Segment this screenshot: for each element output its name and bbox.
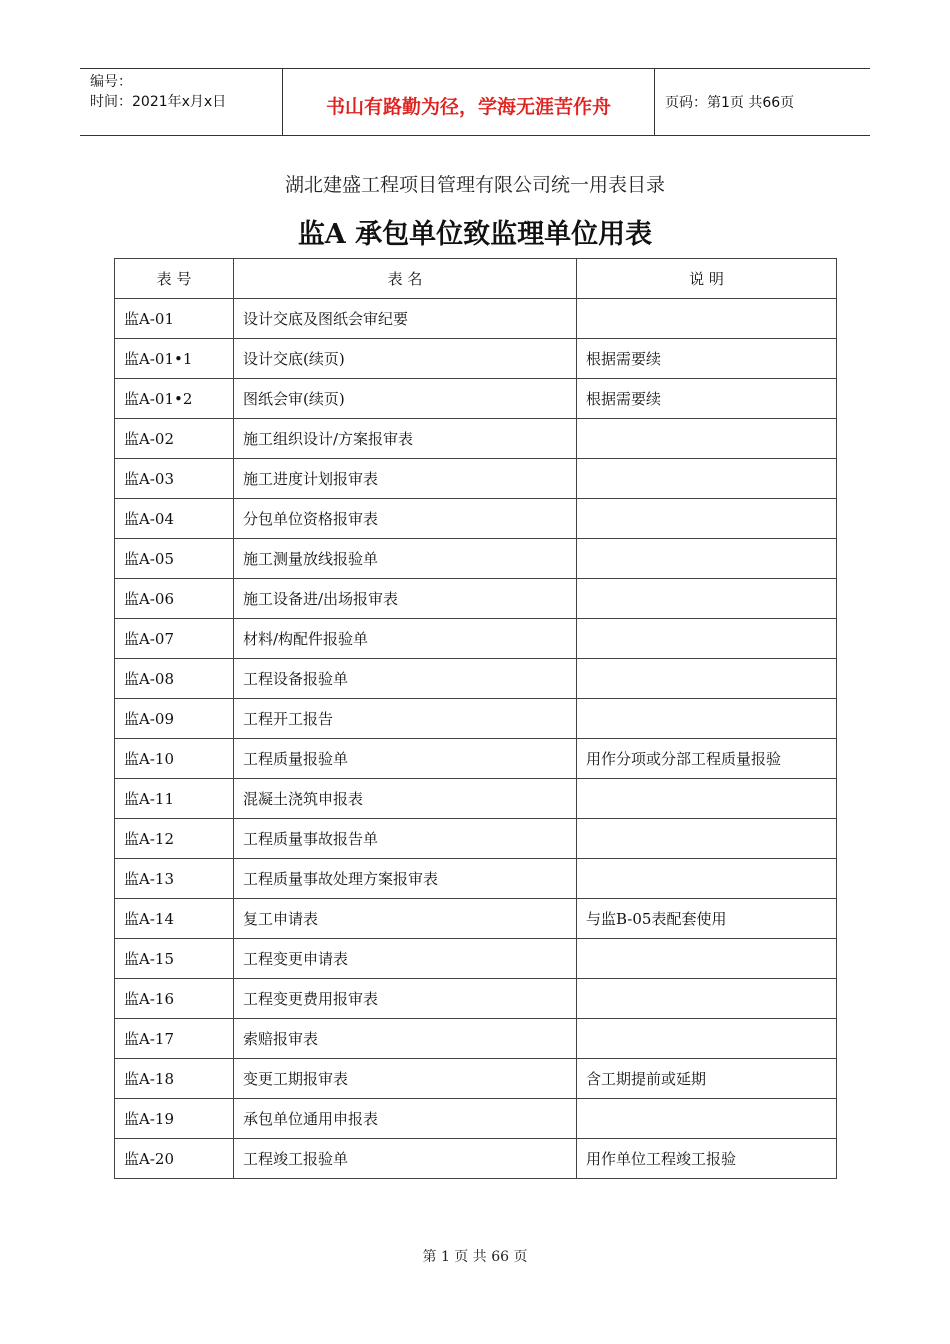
cell-form-name: 工程竣工报验单 [234, 1139, 577, 1179]
cell-form-code: 监A-02 [115, 419, 234, 459]
cell-form-code: 监A-18 [115, 1059, 234, 1099]
cell-form-code: 监A-01•2 [115, 379, 234, 419]
column-header-note: 说 明 [577, 259, 837, 299]
company-title: 湖北建盛工程项目管理有限公司统一用表目录 [284, 174, 665, 196]
cell-form-name: 变更工期报审表 [234, 1059, 577, 1099]
cell-form-note [577, 819, 837, 859]
cell-form-code: 监A-19 [115, 1099, 234, 1139]
cell-form-name: 设计交底及图纸会审纪要 [234, 299, 577, 339]
cell-form-note: 用作分项或分部工程质量报验 [577, 739, 837, 779]
cell-form-name: 施工设备进/出场报审表 [234, 579, 577, 619]
table-row [115, 819, 837, 859]
column-header-code: 表 号 [115, 259, 234, 299]
table-row [115, 859, 837, 899]
cell-form-name: 施工测量放线报验单 [234, 539, 577, 579]
cell-form-code: 监A-06 [115, 579, 234, 619]
cell-form-name: 承包单位通用申报表 [234, 1099, 577, 1139]
table-row [115, 699, 837, 739]
table-row [115, 659, 837, 699]
cell-form-note [577, 419, 837, 459]
cell-form-code: 监A-13 [115, 859, 234, 899]
table-row [115, 1139, 837, 1179]
cell-form-note [577, 979, 837, 1019]
cell-form-note [577, 619, 837, 659]
cell-form-name: 设计交底(续页) [234, 339, 577, 379]
table-row [115, 459, 837, 499]
motto-text: 书山有路勤为径，学海无涯苦作舟 [325, 95, 611, 118]
cell-form-code: 监A-10 [115, 739, 234, 779]
page-title: 监A 承包单位致监理单位用表 [297, 219, 653, 250]
cell-form-name: 施工组织设计/方案报审表 [234, 419, 577, 459]
table-row [115, 539, 837, 579]
cell-form-code: 监A-04 [115, 499, 234, 539]
cell-form-note: 根据需要续 [577, 339, 837, 379]
cell-form-code: 监A-01 [115, 299, 234, 339]
cell-form-note [577, 499, 837, 539]
cell-form-code: 监A-08 [115, 659, 234, 699]
cell-form-note [577, 779, 837, 819]
cell-form-name: 工程设备报验单 [234, 659, 577, 699]
cell-form-note [577, 579, 837, 619]
cell-form-note: 根据需要续 [577, 379, 837, 419]
table-row [115, 739, 837, 779]
header-meta [80, 69, 282, 135]
cell-form-code: 监A-09 [115, 699, 234, 739]
cell-form-name: 混凝土浇筑申报表 [234, 779, 577, 819]
cell-form-name: 工程质量事故处理方案报审表 [234, 859, 577, 899]
cell-form-note [577, 859, 837, 899]
cell-form-name: 图纸会审(续页) [234, 379, 577, 419]
table-row [115, 1019, 837, 1059]
table-row [115, 339, 837, 379]
cell-form-code: 监A-07 [115, 619, 234, 659]
cell-form-code: 监A-20 [115, 1139, 234, 1179]
cell-form-name: 索赔报审表 [234, 1019, 577, 1059]
table-row [115, 779, 837, 819]
table-row [115, 619, 837, 659]
cell-form-code: 监A-16 [115, 979, 234, 1019]
cell-form-note: 用作单位工程竣工报验 [577, 1139, 837, 1179]
table-row [115, 899, 837, 939]
cell-form-name: 材料/构配件报验单 [234, 619, 577, 659]
form-catalog-table [114, 258, 837, 1179]
table-row [115, 579, 837, 619]
cell-form-name: 复工申请表 [234, 899, 577, 939]
table-row [115, 1059, 837, 1099]
cell-form-code: 监A-12 [115, 819, 234, 859]
cell-form-code: 监A-01•1 [115, 339, 234, 379]
cell-form-code: 监A-11 [115, 779, 234, 819]
cell-form-note [577, 1099, 837, 1139]
page-info: 页码：第1页 共66页 [665, 95, 795, 111]
column-header-name: 表 名 [234, 259, 577, 299]
cell-form-code: 监A-03 [115, 459, 234, 499]
cell-form-code: 监A-05 [115, 539, 234, 579]
cell-form-note [577, 459, 837, 499]
table-body [115, 299, 837, 1179]
table-row [115, 979, 837, 1019]
cell-form-name: 工程质量事故报告单 [234, 819, 577, 859]
document-header [80, 68, 870, 136]
header-motto-cell [282, 69, 655, 135]
number-label: 编号： [90, 74, 132, 90]
cell-form-note: 含工期提前或延期 [577, 1059, 837, 1099]
table-header-row [115, 259, 837, 299]
cell-form-name: 分包单位资格报审表 [234, 499, 577, 539]
cell-form-name: 工程质量报验单 [234, 739, 577, 779]
cell-form-note [577, 939, 837, 979]
cell-form-name: 施工进度计划报审表 [234, 459, 577, 499]
time-label: 时间：2021年x月x日 [90, 94, 227, 110]
cell-form-code: 监A-15 [115, 939, 234, 979]
cell-form-note [577, 299, 837, 339]
page-footer: 第 1 页 共 66 页 [422, 1249, 528, 1265]
table-row [115, 379, 837, 419]
cell-form-code: 监A-14 [115, 899, 234, 939]
table-row [115, 939, 837, 979]
table-row [115, 299, 837, 339]
table-row [115, 499, 837, 539]
cell-form-note [577, 699, 837, 739]
cell-form-note: 与监B-05表配套使用 [577, 899, 837, 939]
cell-form-code: 监A-17 [115, 1019, 234, 1059]
cell-form-name: 工程开工报告 [234, 699, 577, 739]
cell-form-note [577, 1019, 837, 1059]
cell-form-note [577, 659, 837, 699]
cell-form-note [577, 539, 837, 579]
cell-form-name: 工程变更费用报审表 [234, 979, 577, 1019]
cell-form-name: 工程变更申请表 [234, 939, 577, 979]
table-row [115, 419, 837, 459]
table-row [115, 1099, 837, 1139]
